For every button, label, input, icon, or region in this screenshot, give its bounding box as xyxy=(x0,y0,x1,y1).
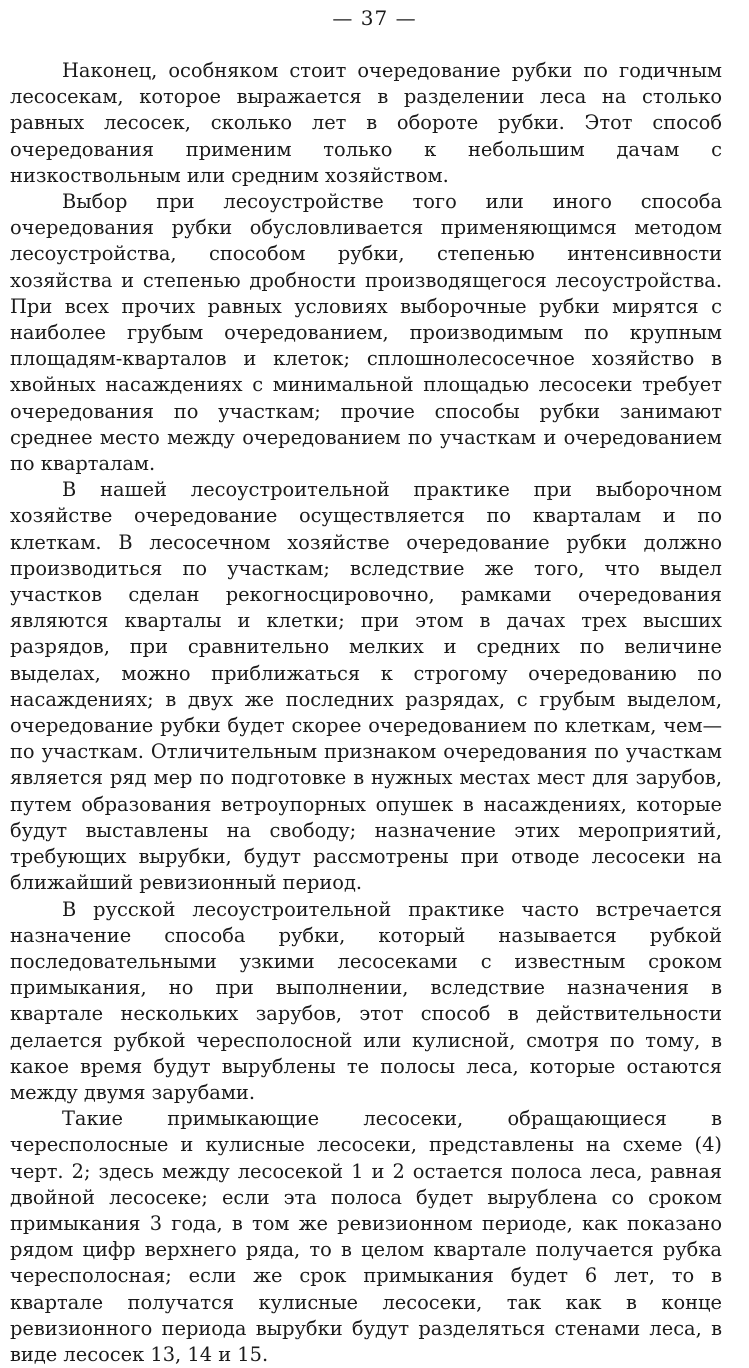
paragraph-adjacent-plots-scheme: Такие примыкающие лесосеки, обращающиеся в чересполосные и кулисные лесосеки, представлены на схеме (4) черт. 2; здесь между лесосекой 1 и 2 остается полоса леса, равная двойной лесосеке; если эта полоса будет вырублена со сроком примыкания 3 года, в том же ревизионном периоде, как показано рядом цифр верхнего ряда, то в целом квартале получается рубка чересполосная; если же срок примыкания будет 6 лет, то в квартале получатся кулисные лесосеки, так как в конце ревизионного периода вырубки будут разделяться стенами леса, в виде лесосек 13, 14 и 15. xyxy=(10,1107,722,1366)
page-number: — 37 — xyxy=(332,6,417,30)
paragraph-choice-of-method: Выбор при лесоустройстве того или иного способа очередования рубки обусловливается применяющимся методом лесоустройства, способом рубки, степенью интенсивности хозяйства и степенью дробности производящегося лесоустройства. При всех прочих равных условиях выборочные рубки мирятся с наиболее грубым очередованием, производимым по крупным площадям-кварталов и клеток; сплошнолесосечное хозяйство в хвойных насаждениях с минимальной площадью лесосеки требует очередования по участкам; прочие способы рубки занимают среднее место между очередованием по участкам и очередованием по кварталам. xyxy=(10,190,722,476)
paragraph-cutting-by-annual-plots: Наконец, особняком стоит очередование рубки по годичным лесосекам, которое выражается в разделении леса на столько равных лесосек, сколько лет в обороте рубки. Этот способ очередования применим только к небольшим дачам с низкоствольным или средним хозяйством. xyxy=(10,59,722,187)
text-body xyxy=(10,58,722,1368)
paragraph-russian-practice: В русской лесоустроительной практике часто встречается назначение способа рубки, который называется рубкой последовательными узкими лесосеками с известным сроком примыкания, но при выполнении, вследствие назначения в квартале нескольких зарубов, этот способ в действительности делается рубкой чересполосной или кулисной, смотря по тому, в какое время будут вырублены те полосы леса, которые остаются между двумя зарубами. xyxy=(10,897,722,1104)
paragraph-domestic-practice: В нашей лесоустроительной практике при выборочном хозяйстве очередование осуществляется по кварталам и по клеткам. В лесосечном хозяйстве очередование рубки должно производиться по участкам; вследствие же того, что выдел участков сделан рекогносцировочно, рамками очередования являются кварталы и клетки; при этом в дачах трех высших разрядов, при сравнительно мелких и средних по величине выделах, можно приближаться к строгому очередованию по насаждениях; в двух же последних разрядах, с грубым выделом, очередование рубки будет скорее очередованием по клеткам, чем—по участкам. Отличительным признаком очередования по участкам является ряд мер по подготовке в нужных местах мест для зарубов, путем образования ветроупорных опушек в насаждениях, которые будут выставлены на свободу; назначение этих мероприятий, требующих вырубки, будут рассмотрены при отводе лесосеки на ближайший ревизионный период. xyxy=(10,478,722,895)
